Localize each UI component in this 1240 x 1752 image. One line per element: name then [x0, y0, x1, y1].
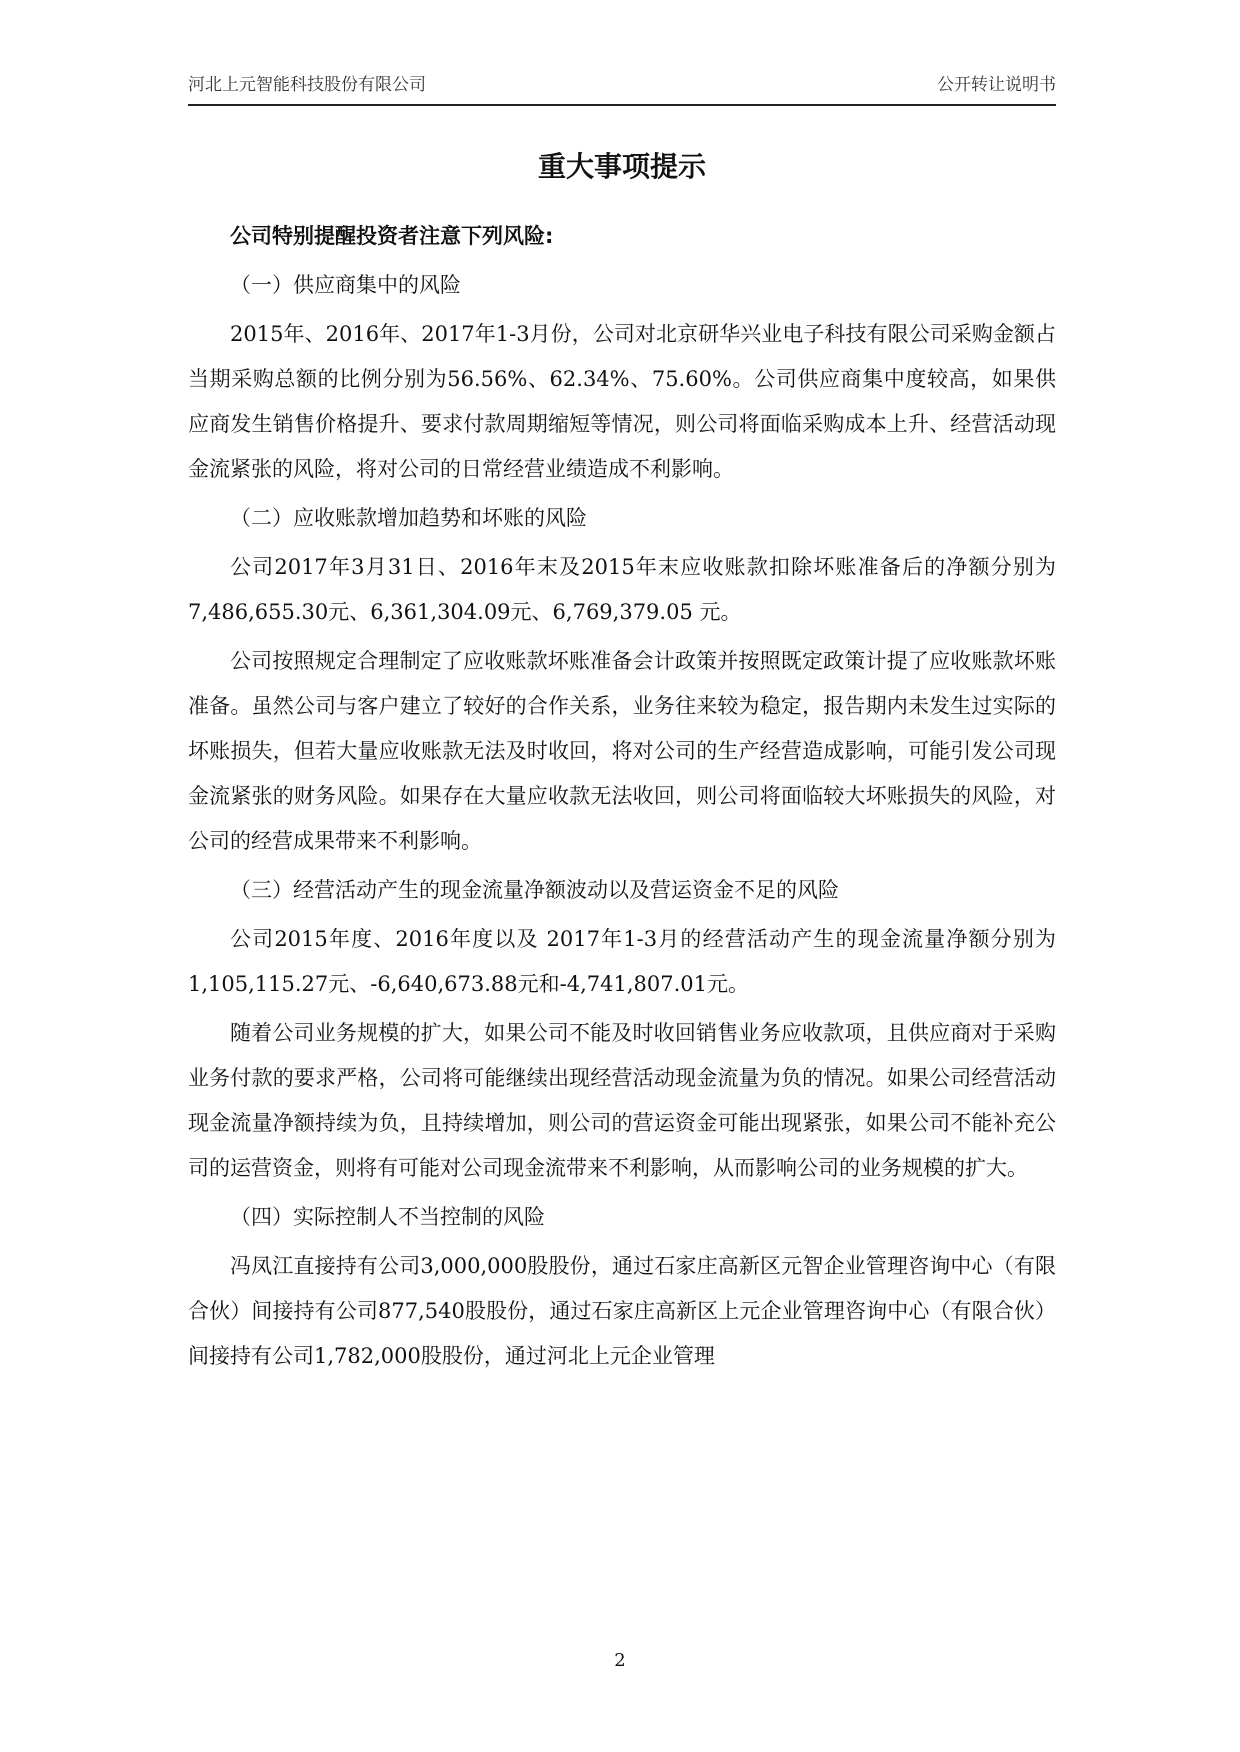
page-title: 重大事项提示 — [537, 150, 706, 183]
lead-notice: 公司特别提醒投资者注意下列风险: — [230, 224, 554, 248]
section-heading-2: （二）应收账款增加趋势和坏账的风险 — [230, 506, 587, 530]
section-1-paragraph-1: 2015年、2016年、2017年1-3月份，公司对北京研华兴业电子科技有限公司采购金额占当期采购总额的比例分别为56.56%、62.34%、75.60%。公司供应商集中度较高，如果供应商发生销售价格提升、要求付款周期缩短等情况，则公司将面临采购成本上升、经营活动现金流紧张的风险，将对公司的日常经营业绩造成不利影响。 — [188, 322, 1056, 481]
section-heading-3: （三）经营活动产生的现金流量净额波动以及营运资金不足的风险 — [230, 878, 839, 902]
section-4-paragraph-1: 冯凤江直接持有公司3,000,000股股份，通过石家庄高新区元智企业管理咨询中心（有限合伙）间接持有公司877,540股股份，通过石家庄高新区上元企业管理咨询中心（有限合伙）间接持有公司1,782,000股股份，通过河北上元企业管理 — [188, 1254, 1056, 1368]
page-header — [188, 74, 1056, 106]
page-number: 2 — [614, 1650, 626, 1671]
company-name: 河北上元智能科技股份有限公司 — [188, 75, 426, 95]
section-3-paragraph-2: 随着公司业务规模的扩大，如果公司不能及时收回销售业务应收款项，且供应商对于采购业务付款的要求严格，公司将可能继续出现经营活动现金流量为负的情况。如果公司经营活动现金流量净额持续为负，且持续增加，则公司的营运资金可能出现紧张，如果公司不能补充公司的运营资金，则将有可能对公司现金流带来不利影响，从而影响公司的业务规模的扩大。 — [188, 1021, 1056, 1180]
document-body — [188, 214, 1056, 1383]
section-heading-4: （四）实际控制人不当控制的风险 — [230, 1205, 545, 1229]
document-type: 公开转让说明书 — [937, 75, 1056, 95]
section-heading-1: （一）供应商集中的风险 — [230, 273, 461, 297]
section-2-paragraph-2: 公司按照规定合理制定了应收账款坏账准备会计政策并按照既定政策计提了应收账款坏账准备。虽然公司与客户建立了较好的合作关系，业务往来较为稳定，报告期内未发生过实际的坏账损失，但若大量应收账款无法及时收回，将对公司的生产经营造成影响，可能引发公司现金流紧张的财务风险。如果存在大量应收款无法收回，则公司将面临较大坏账损失的风险，对公司的经营成果带来不利影响。 — [188, 649, 1056, 853]
section-3-paragraph-1: 公司2015年度、2016年度以及 2017年1-3月的经营活动产生的现金流量净额分别为1,105,115.27元、-6,640,673.88元和-4,741,807.01元。 — [188, 927, 1056, 996]
section-2-paragraph-1: 公司2017年3月31日、2016年末及2015年末应收账款扣除坏账准备后的净额分别为7,486,655.30元、6,361,304.09元、6,769,379.05 元。 — [188, 555, 1056, 624]
